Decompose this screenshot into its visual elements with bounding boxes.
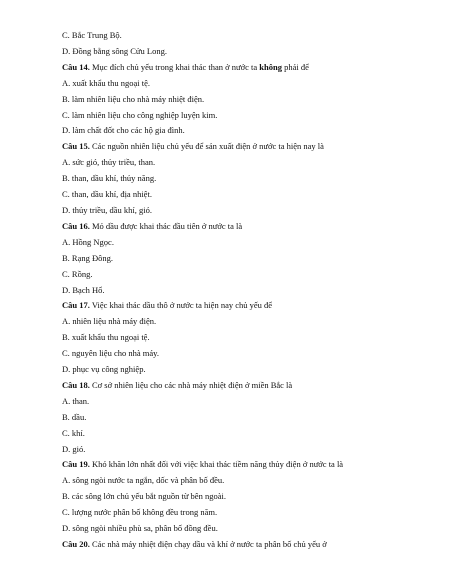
answer-option: D. Đồng bằng sông Cửu Long.	[62, 45, 167, 56]
question-18	[62, 378, 420, 394]
answer-option: C. Bắc Trung Bộ.	[62, 30, 122, 40]
question-label: Câu 20.	[62, 539, 90, 549]
answer-option: B. xuất khẩu thu ngoại tệ.	[62, 332, 150, 343]
answer-option: C. than, dầu khí, địa nhiệt.	[62, 189, 152, 200]
question-label: Câu 16.	[62, 220, 90, 231]
answer-option: D. sông ngòi nhiều phù sa, phân bố đồng đều.	[62, 523, 218, 534]
question-label: Câu 14.	[62, 61, 90, 72]
answer-option: A. xuất khẩu thu ngoại tệ.	[62, 77, 151, 88]
answer-option: A. sông ngòi nước ta ngắn, dốc và phân bố đều.	[62, 475, 225, 486]
question-16	[62, 219, 420, 235]
answer-option: A. sức gió, thủy triều, than.	[62, 157, 156, 168]
question-20	[62, 537, 420, 553]
answer-option: A. nhiên liệu nhà máy điện.	[62, 316, 157, 327]
answer-option: A. than.	[62, 395, 90, 406]
question-text: Các nguồn nhiên liệu chủ yếu để sản xuất điện ở nước ta hiện nay là	[89, 141, 324, 152]
answer-option: B. than, dầu khí, thủy năng.	[62, 173, 157, 184]
question-label: Câu 18.	[62, 379, 90, 390]
question-17	[62, 298, 420, 314]
answer-option: D. gió.	[62, 443, 86, 454]
emphasis-text: không	[259, 61, 282, 72]
answer-option: D. Bạch Hổ.	[62, 284, 105, 295]
question-14	[62, 60, 420, 76]
answer-option: C. lượng nước phân bố không đều trong năm.	[62, 507, 218, 518]
question-label: Câu 19.	[62, 459, 90, 470]
question-text: Mục đích chủ yếu trong khai thác than ở nước ta	[89, 61, 260, 72]
answer-option: D. thủy triều, dầu khí, gió.	[62, 204, 152, 215]
answer-option: B. dầu.	[62, 411, 87, 422]
question-label: Câu 15.	[62, 141, 90, 152]
question-text: Mỏ dầu được khai thác đầu tiên ở nước ta là	[89, 220, 243, 231]
question-text: phải để	[281, 61, 309, 72]
question-label: Câu 17.	[62, 300, 90, 311]
question-text: Việc khai thác dầu thô ở nước ta hiện nay chủ yếu để	[89, 300, 273, 311]
question-text: Các nhà máy nhiệt điện chạy dầu và khí ở nước ta phân bố chủ yếu ở	[89, 539, 327, 549]
answer-option: C. nguyên liệu cho nhà máy.	[62, 348, 159, 359]
answer-option: D. làm chất đốt cho các hộ gia đình.	[62, 125, 185, 136]
answer-option: B. Rạng Đông.	[62, 252, 113, 263]
answer-option: B. làm nhiên liệu cho nhà máy nhiệt điện.	[62, 93, 205, 104]
answer-option: D. phục vụ công nghiệp.	[62, 364, 146, 375]
answer-option: B. các sông lớn chủ yếu bắt nguồn từ bên ngoài.	[62, 491, 226, 502]
answer-option: C. Rồng.	[62, 268, 93, 279]
question-text: Cơ sở nhiên liệu cho các nhà máy nhiệt điện ở miền Bắc là	[89, 379, 293, 390]
answer-option: A. Hồng Ngọc.	[62, 236, 114, 247]
question-text: Khó khăn lớn nhất đối với việc khai thác tiềm năng thủy điện ở nước ta là	[89, 459, 344, 470]
question-15	[62, 139, 420, 155]
answer-option: C. làm nhiên liệu cho công nghiệp luyện kim.	[62, 109, 218, 120]
question-19	[62, 457, 420, 473]
answer-option: C. khí.	[62, 427, 85, 438]
